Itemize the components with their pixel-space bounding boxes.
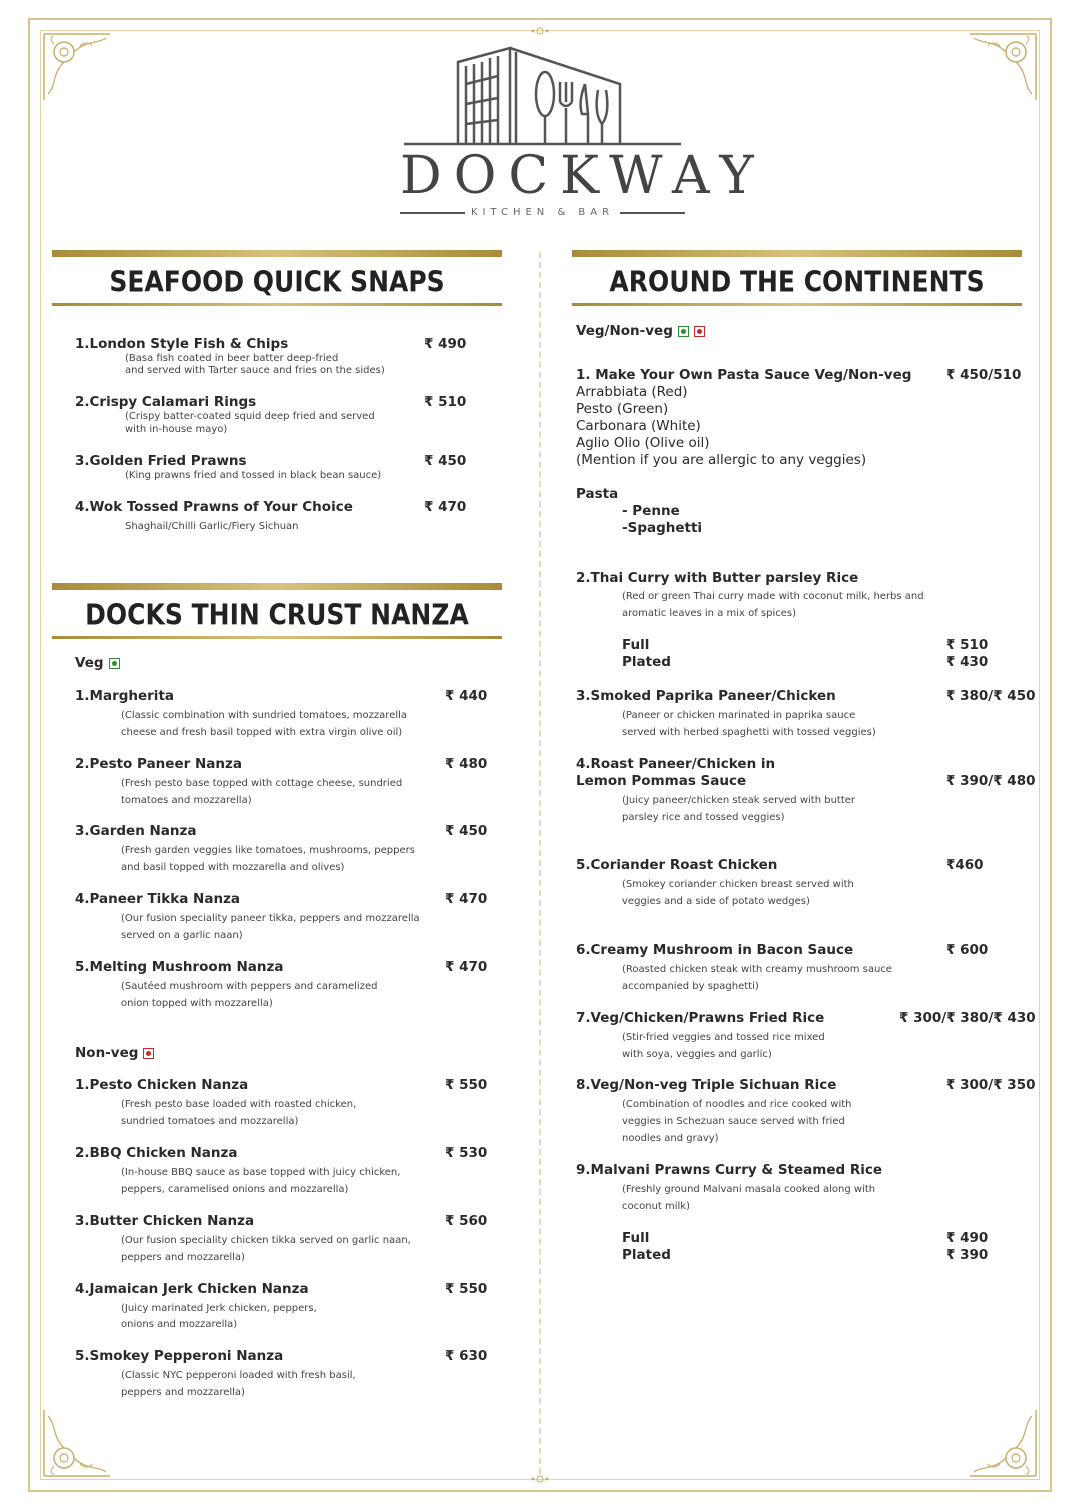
menu-item-price: ₹ 450/510 [946, 367, 1022, 383]
seafood-header [52, 250, 502, 306]
menu-item-desc: and basil topped with mozzarella and olives) [121, 862, 345, 873]
menu-item-desc: (King prawns fried and tossed in black bean sauce) [125, 470, 382, 481]
menu-item-desc: (Sautéed mushroom with peppers and caramelized [121, 981, 378, 992]
bottom-ornament [530, 1474, 550, 1484]
menu-item-desc: accompanied by spaghetti) [622, 981, 759, 992]
menu-item-desc: (Our fusion speciality paneer tikka, peppers and mozzarella [121, 913, 420, 924]
menu-item-price: ₹ 440 [445, 688, 488, 704]
menu-item-price: ₹ 550 [445, 1281, 488, 1297]
sauce-option: Aglio Olio (Olive oil) [576, 435, 710, 451]
menu-item-desc: (Classic NYC pepperoni loaded with fresh basil, [121, 1370, 356, 1381]
sauce-option: Arrabbiata (Red) [576, 384, 688, 400]
portion-label: Full [622, 637, 650, 653]
menu-item-price: ₹ 600 [946, 942, 989, 958]
menu-item-price: ₹ 300/₹ 380/₹ 430 [899, 1010, 1036, 1026]
menu-item-desc: parsley rice and tossed veggies) [622, 812, 785, 823]
veg-label-text: Veg [75, 655, 104, 671]
menu-item-desc: veggies in Schezuan sauce served with fried [622, 1116, 845, 1127]
building-cutlery-icon [400, 44, 685, 154]
menu-item-name: 3.Smoked Paprika Paneer/Chicken [576, 688, 836, 704]
menu-item-desc: (Roasted chicken steak with creamy mushroom sauce [622, 964, 892, 975]
menu-item-desc: (Classic combination with sundried tomatoes, mozzarella [121, 710, 408, 721]
menu-item-desc: (Fresh pesto base topped with cottage cheese, sundried [121, 778, 403, 789]
menu-item-desc: onions and mozzarella) [121, 1319, 238, 1330]
sauce-option: Pesto (Green) [576, 401, 669, 417]
veg-indicator-icon [678, 326, 689, 337]
portion-price: ₹ 490 [946, 1230, 989, 1246]
menu-item-desc: (Crispy batter-coated squid deep fried and served [125, 411, 375, 422]
corner-ornament-bottom-right [962, 1402, 1040, 1480]
menu-item-name: 3.Golden Fried Prawns [75, 453, 247, 469]
menu-item-desc: onion topped with mozzarella) [121, 998, 273, 1009]
menu-item-desc: tomatoes and mozzarella) [121, 795, 252, 806]
menu-item-desc: aromatic leaves in a mix of spices) [622, 608, 797, 619]
menu-item-desc: (Juicy marinated Jerk chicken, peppers, [121, 1303, 317, 1314]
menu-item-name: 3.Garden Nanza [75, 823, 197, 839]
menu-item-desc: peppers and mozzarella) [121, 1387, 245, 1398]
menu-item-name: 5.Smokey Pepperoni Nanza [75, 1348, 284, 1364]
corner-ornament-bottom-left [40, 1402, 118, 1480]
menu-item-name: 5.Coriander Roast Chicken [576, 857, 778, 873]
menu-item-name: 4.Paneer Tikka Nanza [75, 891, 241, 907]
menu-item-name: 6.Creamy Mushroom in Bacon Sauce [576, 942, 854, 958]
top-ornament [530, 26, 550, 36]
menu-item-name: 4.Wok Tossed Prawns of Your Choice [75, 499, 353, 515]
menu-item-name: 8.Veg/Non-veg Triple Sichuan Rice [576, 1077, 837, 1093]
menu-item-desc: peppers and mozzarella) [121, 1252, 245, 1263]
menu-item-desc: (Freshly ground Malvani masala cooked along with [622, 1184, 876, 1195]
menu-item-price: ₹ 450 [445, 823, 488, 839]
menu-item-price: ₹ 470 [445, 891, 488, 907]
menu-item-desc: Shaghail/Chilli Garlic/Fiery Sichuan [125, 521, 299, 532]
menu-item-price: ₹ 390/₹ 480 [946, 773, 1036, 789]
menu-item-name: 7.Veg/Chicken/Prawns Fried Rice [576, 1010, 825, 1026]
menu-item-desc: (Stir-fried veggies and tossed rice mixed [622, 1032, 825, 1043]
menu-item-desc: with in-house mayo) [125, 424, 228, 435]
menu-item-name: 9.Malvani Prawns Curry & Steamed Rice [576, 1162, 883, 1178]
menu-item-name: 1.Pesto Chicken Nanza [75, 1077, 249, 1093]
menu-item-desc: (Smokey coriander chicken breast served with [622, 879, 854, 890]
seafood-title: SEAFOOD QUICK SNAPS [109, 265, 445, 299]
pasta-label: Pasta [576, 486, 619, 502]
menu-item-desc: (Fresh garden veggies like tomatoes, mushrooms, peppers [121, 845, 415, 856]
menu-item-price: ₹ 380/₹ 450 [946, 688, 1036, 704]
menu-item-name: 2.Thai Curry with Butter parsley Rice [576, 570, 859, 586]
pasta-type: -Spaghetti [622, 520, 703, 536]
corner-ornament-top-left [40, 30, 118, 108]
corner-ornament-top-right [962, 30, 1040, 108]
nonveg-label [75, 1045, 154, 1061]
nonveg-indicator-icon [694, 326, 705, 337]
menu-item-desc: (Combination of noodles and rice cooked with [622, 1099, 852, 1110]
menu-item-desc: noodles and gravy) [622, 1133, 719, 1144]
menu-item-desc: cheese and fresh basil topped with extra virgin olive oil) [121, 727, 403, 738]
menu-item-desc: (Fresh pesto base loaded with roasted chicken, [121, 1099, 357, 1110]
menu-item-desc: (Basa fish coated in beer batter deep-fried [125, 353, 339, 364]
menu-item-desc: (Our fusion speciality chicken tikka served on garlic naan, [121, 1235, 411, 1246]
menu-item-name: 1. Make Your Own Pasta Sauce Veg/Non-veg [576, 367, 912, 383]
menu-item-name-line2: Lemon Pommas Sauce [576, 773, 747, 789]
nonveg-label-text: Non-veg [75, 1045, 139, 1061]
menu-item-price: ₹ 560 [445, 1213, 488, 1229]
menu-item-price: ₹ 490 [424, 336, 467, 352]
nonveg-indicator-icon [143, 1048, 154, 1059]
portion-label: Full [622, 1230, 650, 1246]
menu-item-desc: coconut milk) [622, 1201, 690, 1212]
menu-item-price: ₹ 530 [445, 1145, 488, 1161]
menu-item-desc: (Red or green Thai curry made with coconut milk, herbs and [622, 591, 924, 602]
menu-item-price: ₹ 470 [445, 959, 488, 975]
nanza-title: DOCKS THIN CRUST NANZA [85, 598, 469, 632]
veg-label [75, 655, 120, 671]
menu-item-desc: sundried tomatoes and mozzarella) [121, 1116, 299, 1127]
menu-item-desc: veggies and a side of potato wedges) [622, 896, 810, 907]
menu-item-name: 2.Pesto Paneer Nanza [75, 756, 242, 772]
menu-item-name: 2.BBQ Chicken Nanza [75, 1145, 238, 1161]
menu-item-desc: served with herbed spaghetti with tossed veggies) [622, 727, 876, 738]
portion-label: Plated [622, 654, 671, 670]
nanza-header [52, 583, 502, 639]
column-divider [539, 252, 541, 1474]
menu-item-price: ₹ 480 [445, 756, 488, 772]
menu-item-price: ₹ 300/₹ 350 [946, 1077, 1036, 1093]
menu-item-name: 1.Margherita [75, 688, 175, 704]
allergy-note: (Mention if you are allergic to any veggies) [576, 452, 867, 468]
vegnonveg-label-text: Veg/Non-veg [576, 323, 673, 339]
continents-header [572, 250, 1022, 306]
menu-item-desc: (In-house BBQ sauce as base topped with juicy chicken, [121, 1167, 401, 1178]
menu-item-name: 1.London Style Fish & Chips [75, 336, 289, 352]
menu-item-name: 2.Crispy Calamari Rings [75, 394, 257, 410]
menu-item-price: ₹ 510 [424, 394, 467, 410]
sauce-option: Carbonara (White) [576, 418, 701, 434]
tagline-text: KITCHEN & BAR [470, 207, 615, 218]
menu-item-desc: (Paneer or chicken marinated in paprika sauce [622, 710, 856, 721]
menu-item-name: 5.Melting Mushroom Nanza [75, 959, 284, 975]
menu-item-desc: with soya, veggies and garlic) [622, 1049, 772, 1060]
pasta-type: - Penne [622, 503, 680, 519]
portion-price: ₹ 390 [946, 1247, 989, 1263]
menu-item-desc: peppers, caramelised onions and mozzarella) [121, 1184, 349, 1195]
portion-price: ₹ 430 [946, 654, 989, 670]
brand-tagline [400, 207, 685, 218]
portion-price: ₹ 510 [946, 637, 989, 653]
vegnonveg-label [576, 323, 705, 339]
portion-label: Plated [622, 1247, 671, 1263]
menu-item-price: ₹ 470 [424, 499, 467, 515]
veg-indicator-icon [109, 658, 120, 669]
menu-item-price: ₹ 450 [424, 453, 467, 469]
menu-item-desc: (Juicy paneer/chicken steak served with butter [622, 795, 856, 806]
menu-item-name: 4.Roast Paneer/Chicken in [576, 756, 776, 772]
menu-item-desc: and served with Tarter sauce and fries on the sides) [125, 365, 385, 376]
menu-item-price: ₹ 630 [445, 1348, 488, 1364]
menu-item-price: ₹ 550 [445, 1077, 488, 1093]
menu-item-name: 3.Butter Chicken Nanza [75, 1213, 255, 1229]
menu-item-price: ₹460 [946, 857, 984, 873]
continents-title: AROUND THE CONTINENTS [609, 265, 985, 299]
brand-name: DOCKWAY [400, 146, 766, 206]
menu-item-name: 4.Jamaican Jerk Chicken Nanza [75, 1281, 309, 1297]
menu-item-desc: served on a garlic naan) [121, 930, 243, 941]
